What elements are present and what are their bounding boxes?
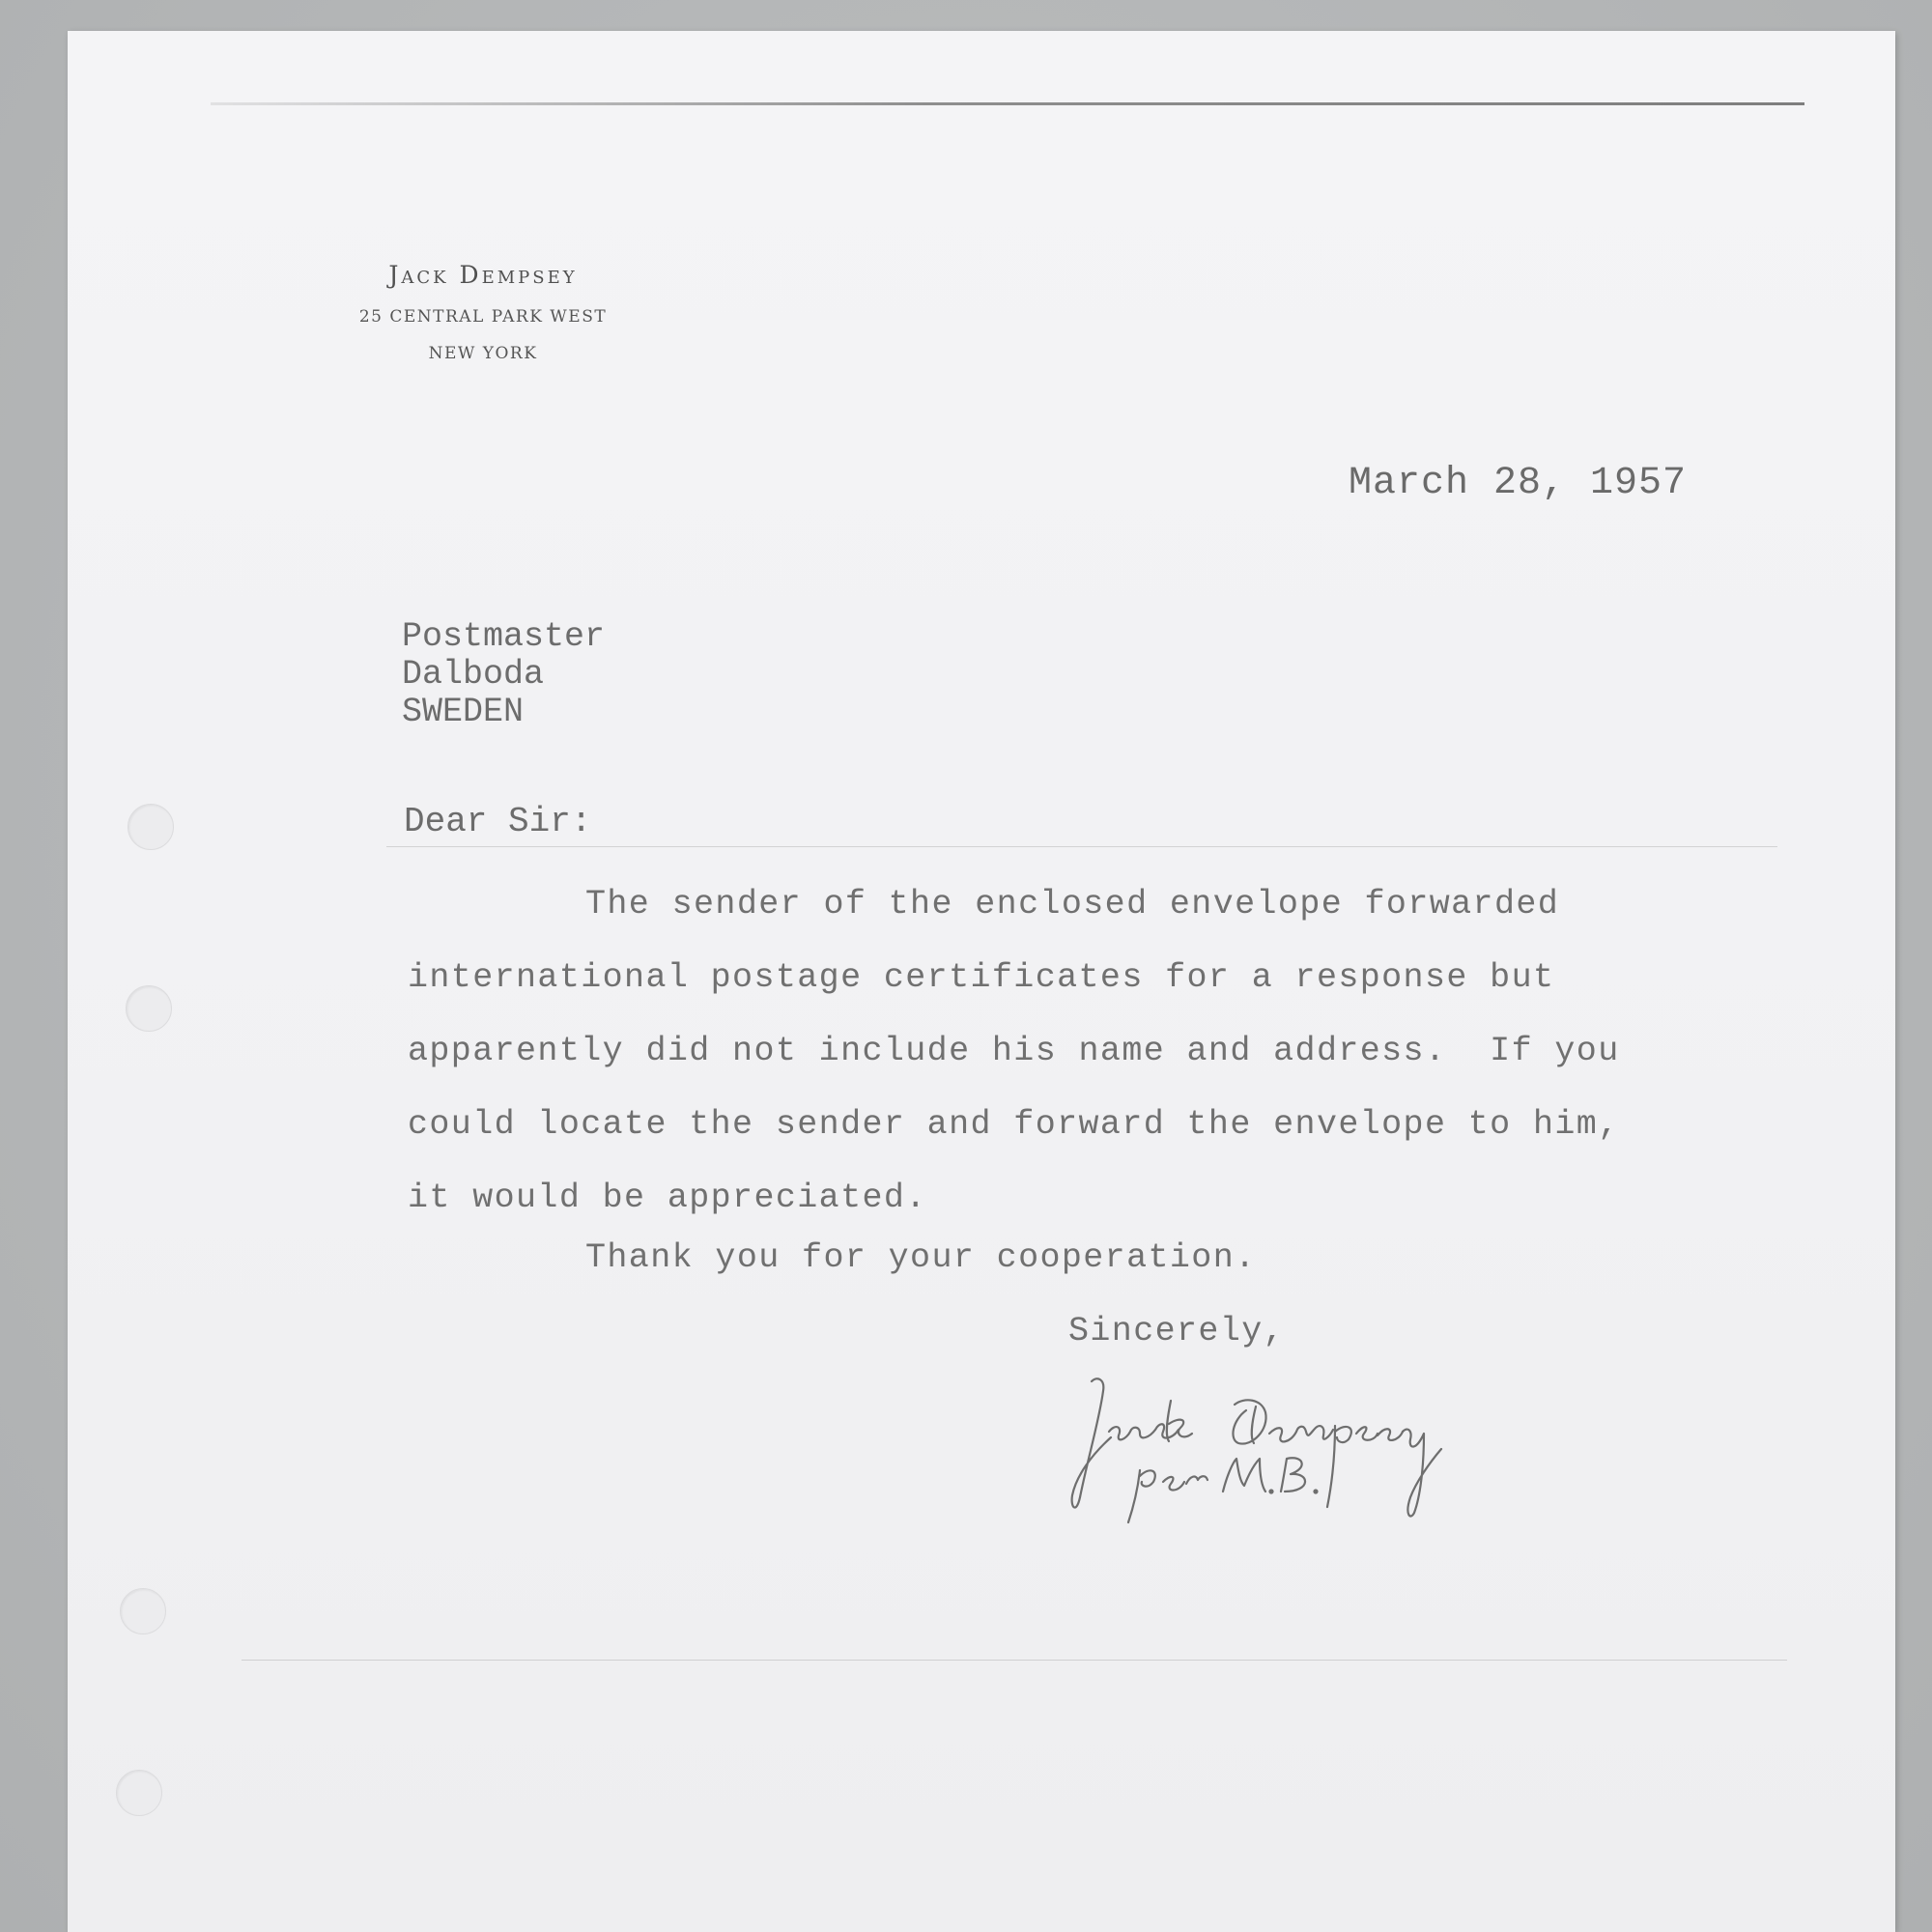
thanks-line: Thank you for your cooperation.: [585, 1238, 1257, 1277]
letterhead-name: Jack Dempsey: [388, 261, 578, 289]
letter-date: March 28, 1957: [1349, 462, 1688, 505]
body-line: The sender of the enclosed envelope forwarded: [585, 885, 1560, 923]
letter-body: [408, 867, 1620, 1235]
letterhead: [290, 261, 676, 372]
handwritten-signature: [1063, 1362, 1565, 1555]
punch-hole: [120, 1588, 166, 1634]
letterhead-address: 25 CENTRAL PARK WEST: [358, 307, 608, 327]
fold-line: [242, 1660, 1787, 1661]
punch-hole: [126, 985, 172, 1032]
recipient-line: Postmaster: [402, 617, 606, 656]
closing: Sincerely,: [1068, 1312, 1286, 1350]
salutation: Dear Sir:: [404, 802, 592, 841]
body-line: could locate the sender and forward the envelope to him,: [408, 1105, 1620, 1144]
punch-hole: [128, 804, 174, 850]
body-line: apparently did not include his name and address. If you: [408, 1032, 1620, 1070]
punch-hole: [116, 1770, 162, 1816]
paper-top-edge: [211, 102, 1804, 105]
fold-line: [386, 846, 1777, 847]
recipient-line: Dalboda: [402, 655, 545, 694]
body-line: international postage certificates for a response but: [408, 958, 1555, 997]
letterhead-city: NEW YORK: [428, 344, 538, 363]
recipient-line: SWEDEN: [402, 693, 525, 731]
body-line: it would be appreciated.: [408, 1179, 927, 1217]
recipient-address: [402, 618, 605, 731]
